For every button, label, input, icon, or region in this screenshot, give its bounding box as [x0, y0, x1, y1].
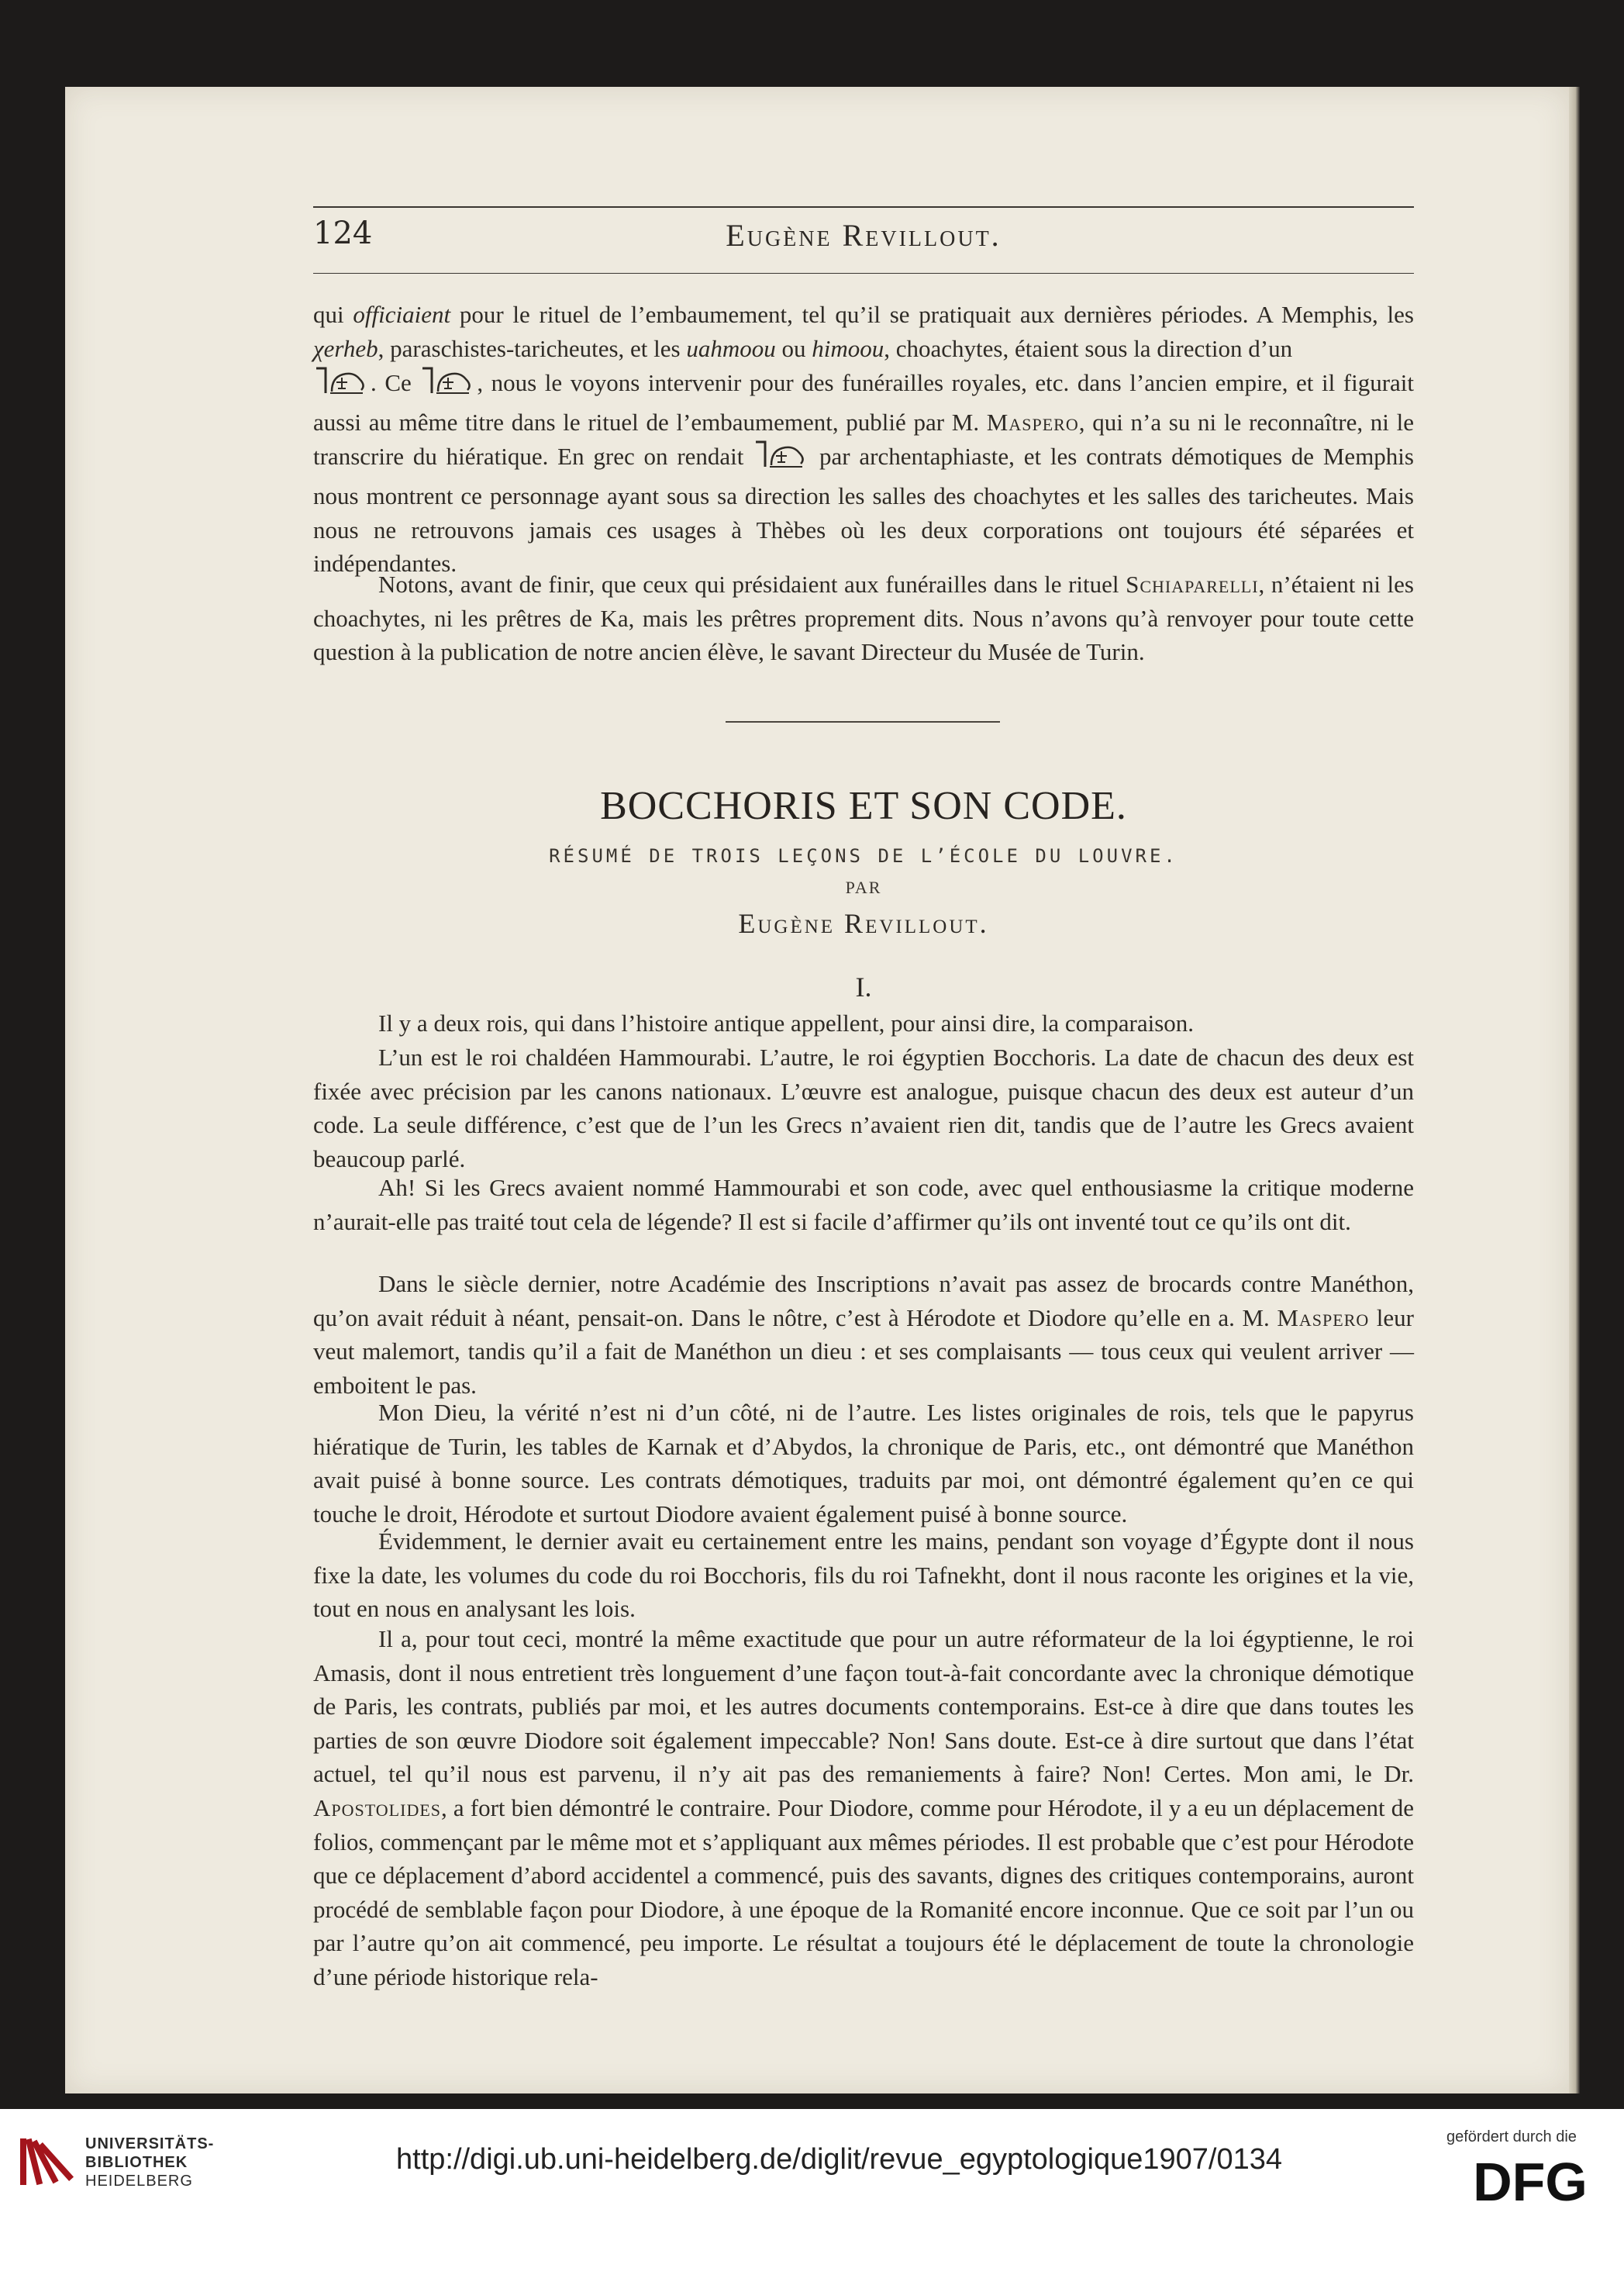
text-run: , paraschistes-taricheutes, et les — [378, 334, 687, 362]
author-name-ref: Maspero — [986, 408, 1079, 436]
body-paragraph-3: Ah! Si les Grecs avaient nommé Hammourabi et son code, avec quel enthousiasme la critique moderne n’aurait-elle pas traité tout cela de légende? Il est si facile d’affirmer qu’ils ont inventé tout ce qu’ils ont dit. — [313, 1174, 1414, 1235]
running-title: Eugène Revillout. — [726, 218, 1002, 253]
hieroglyph-sign-icon — [753, 439, 810, 479]
author-name-ref: Apostolides — [313, 1793, 442, 1821]
header-rule-bottom — [313, 273, 1414, 274]
dfg-logo-text: DFG — [1473, 2154, 1588, 2208]
body-paragraph-1: Il y a deux rois, qui dans l’histoire antique appellent, pour ainsi dire, la comparaison. — [378, 1010, 1195, 1037]
text-run: , qui n’a su ni le reconnaître, ni le transcrire du hiératique. En grec on rendait — [313, 408, 1414, 471]
library-name-line-2: BIBLIOTHEK — [85, 2154, 188, 2171]
page-edge — [1569, 87, 1580, 2093]
section-numeral: I. — [855, 972, 872, 1003]
author-name-ref: Maspero — [1277, 1303, 1370, 1331]
funding-note: gefördert durch die — [1446, 2128, 1577, 2145]
text-run: . Ce — [371, 369, 420, 397]
body-paragraph-6: Évidemment, le dernier avait eu certainement entre les mains, pendant son voyage d’Égypte dont il nous fixe la date, les volumes du code du roi Bocchoris, fils du roi Tafnekht, dont il nous raconte les origines et la vie, tout en nous en analysant les lois. — [313, 1527, 1414, 1623]
library-logo-icon — [16, 2131, 78, 2196]
text-run: leur veut malemort, tandis qu’il a fait de Manéthon un dieu : et ses complaisants — tous ceux qui veulent arriver — emboitent le pas. — [313, 1303, 1414, 1399]
body-paragraph-5: Mon Dieu, la vérité n’est ni d’un côté, ni de l’autre. Les listes originales de rois, tels que le papyrus hiératique de Turin, les tables de Karnak et d’Abydos, la chronique de Paris, etc., ont démontré que Manéthon avait puisé à bonne source. Les contrats démotiques, traduits par moi, ont démontré également qu’en ce qui touche le droit, Hérodote et surtout Diodore avaient également puisé à bonne source. — [313, 1399, 1414, 1527]
body-paragraph-7 — [313, 1622, 1414, 1994]
hieroglyph-sign-icon — [419, 365, 477, 406]
section-divider — [726, 721, 1000, 723]
text-run: , n’étaient ni les choachytes, ni les prêtres de Ka, mais les prêtres proprement dits. Nous n’avons qu’à renvoyer pour toute cette question à la publication de notre ancien élève, le savant Directeur du Musée de Turin. — [313, 571, 1414, 666]
text-run: par archentaphiaste, et les contrats démotiques de Memphis nous montrent ce personnage ayant sous sa direction les salles des choachytes et les salles des taricheutes. Mais nous ne retrouvons jamais ces usages à Thèbes où les deux corporations ont toujours été séparées et indépendantes. — [313, 443, 1414, 578]
text-run: pour le rituel de l’embaumement, tel qu’il se pratiquait aux dernières périodes. A Memphis, les — [450, 301, 1414, 328]
text-run: Il a, pour tout ceci, montré la même exactitude que pour un autre réformateur de la loi égyptienne, le roi Amasis, dont il nous entretient très longuement d’une façon tout-à-fait concordante avec la chronique démotique de Paris, les contrats, publiés par moi, et les autres documents contemporains. Est-ce à dire que dans toutes les parties de son œuvre Diodore soit également impeccable? Non! Sans doute. Est-ce à dire surtout que dans l’état actuel, tel qu’il nous est parvenu, il n’y ait pas des remaniements à faire? Non! Certes. Mon ami, le Dr. — [313, 1625, 1414, 1788]
text-run: Dans le siècle dernier, notre Académie des Inscriptions n’avait pas assez de brocards contre Manéthon, qu’on avait réduit à néant, pensait-on. Dans le nôtre, c’est à Hérodote et Diodore qu’elle en a. M. — [313, 1270, 1414, 1331]
library-name-line-1: UNIVERSITÄTS- — [85, 2135, 215, 2152]
library-name-line-3: HEIDELBERG — [85, 2173, 193, 2190]
body-paragraph-4 — [313, 1267, 1414, 1402]
page-number: 124 — [313, 216, 373, 251]
intro-paragraph-1 — [313, 298, 1414, 581]
italic-term: uahmoou — [686, 334, 776, 362]
dfg-logo-icon — [1453, 2154, 1608, 2211]
footer-bar — [0, 2109, 1624, 2285]
header-rule-top — [313, 206, 1414, 208]
source-url-link[interactable]: http://digi.ub.uni-heidelberg.de/diglit/revue_egyptologique1907/0134 — [396, 2143, 1282, 2176]
article-author: Eugène Revillout. — [738, 908, 989, 939]
hieroglyph-sign-icon — [313, 365, 371, 406]
text-run: , a fort bien démontré le contraire. Pour Diodore, comme pour Hérodote, il y a eu un déplacement de folios, commençant par le même mot et s’appliquant aux mêmes périodes. Il est probable que c’est pour Hérodote que ce déplacement d’abord accidentel a commencé, puis des savants, dignes des critiques contemporains, auront procédé de semblable façon pour Diodore, à une époque de la Romanité encore inconnue. Que ce soit par l’un ou par l’autre qu’on ait commencé, peu importe. Le résultat a toujours été le déplacement de toute la chronologie d’une période historique rela- — [313, 1793, 1414, 1990]
italic-term: χerheb — [313, 334, 378, 362]
italic-term: officiaient — [353, 301, 451, 328]
article-title: BOCCHORIS ET SON CODE. — [600, 784, 1127, 828]
by-line: PAR — [845, 878, 882, 897]
article-subtitle: RÉSUMÉ DE TROIS LEÇONS DE L’ÉCOLE DU LOUVRE. — [549, 845, 1178, 867]
intro-paragraph-2 — [313, 568, 1414, 669]
text-run: qui — [313, 301, 353, 328]
text-run: Notons, avant de finir, que ceux qui présidaient aux funérailles dans le rituel — [378, 571, 1126, 598]
body-paragraph-2: L’un est le roi chaldéen Hammourabi. L’autre, le roi égyptien Bocchoris. La date de chacun des deux est fixée avec précision par les canons nationaux. L’œuvre est analogue, puisque chacun des deux est auteur d’un code. La seule différence, c’est que de l’un les Grecs n’avaient rien dit, tandis que de l’autre les Grecs avaient beaucoup parlé. — [313, 1044, 1414, 1172]
text-run: ou — [775, 334, 812, 362]
author-name-ref: Schiaparelli — [1126, 571, 1259, 598]
text-run: , choachytes, étaient sous la direction d’un — [884, 334, 1293, 362]
text-run: , nous le voyons intervenir pour des funérailles royales, etc. dans l’ancien empire, et il figurait aussi au même titre dans le rituel de l’embaumement, publié par M. — [313, 369, 1415, 436]
italic-term: himoou — [812, 334, 884, 362]
